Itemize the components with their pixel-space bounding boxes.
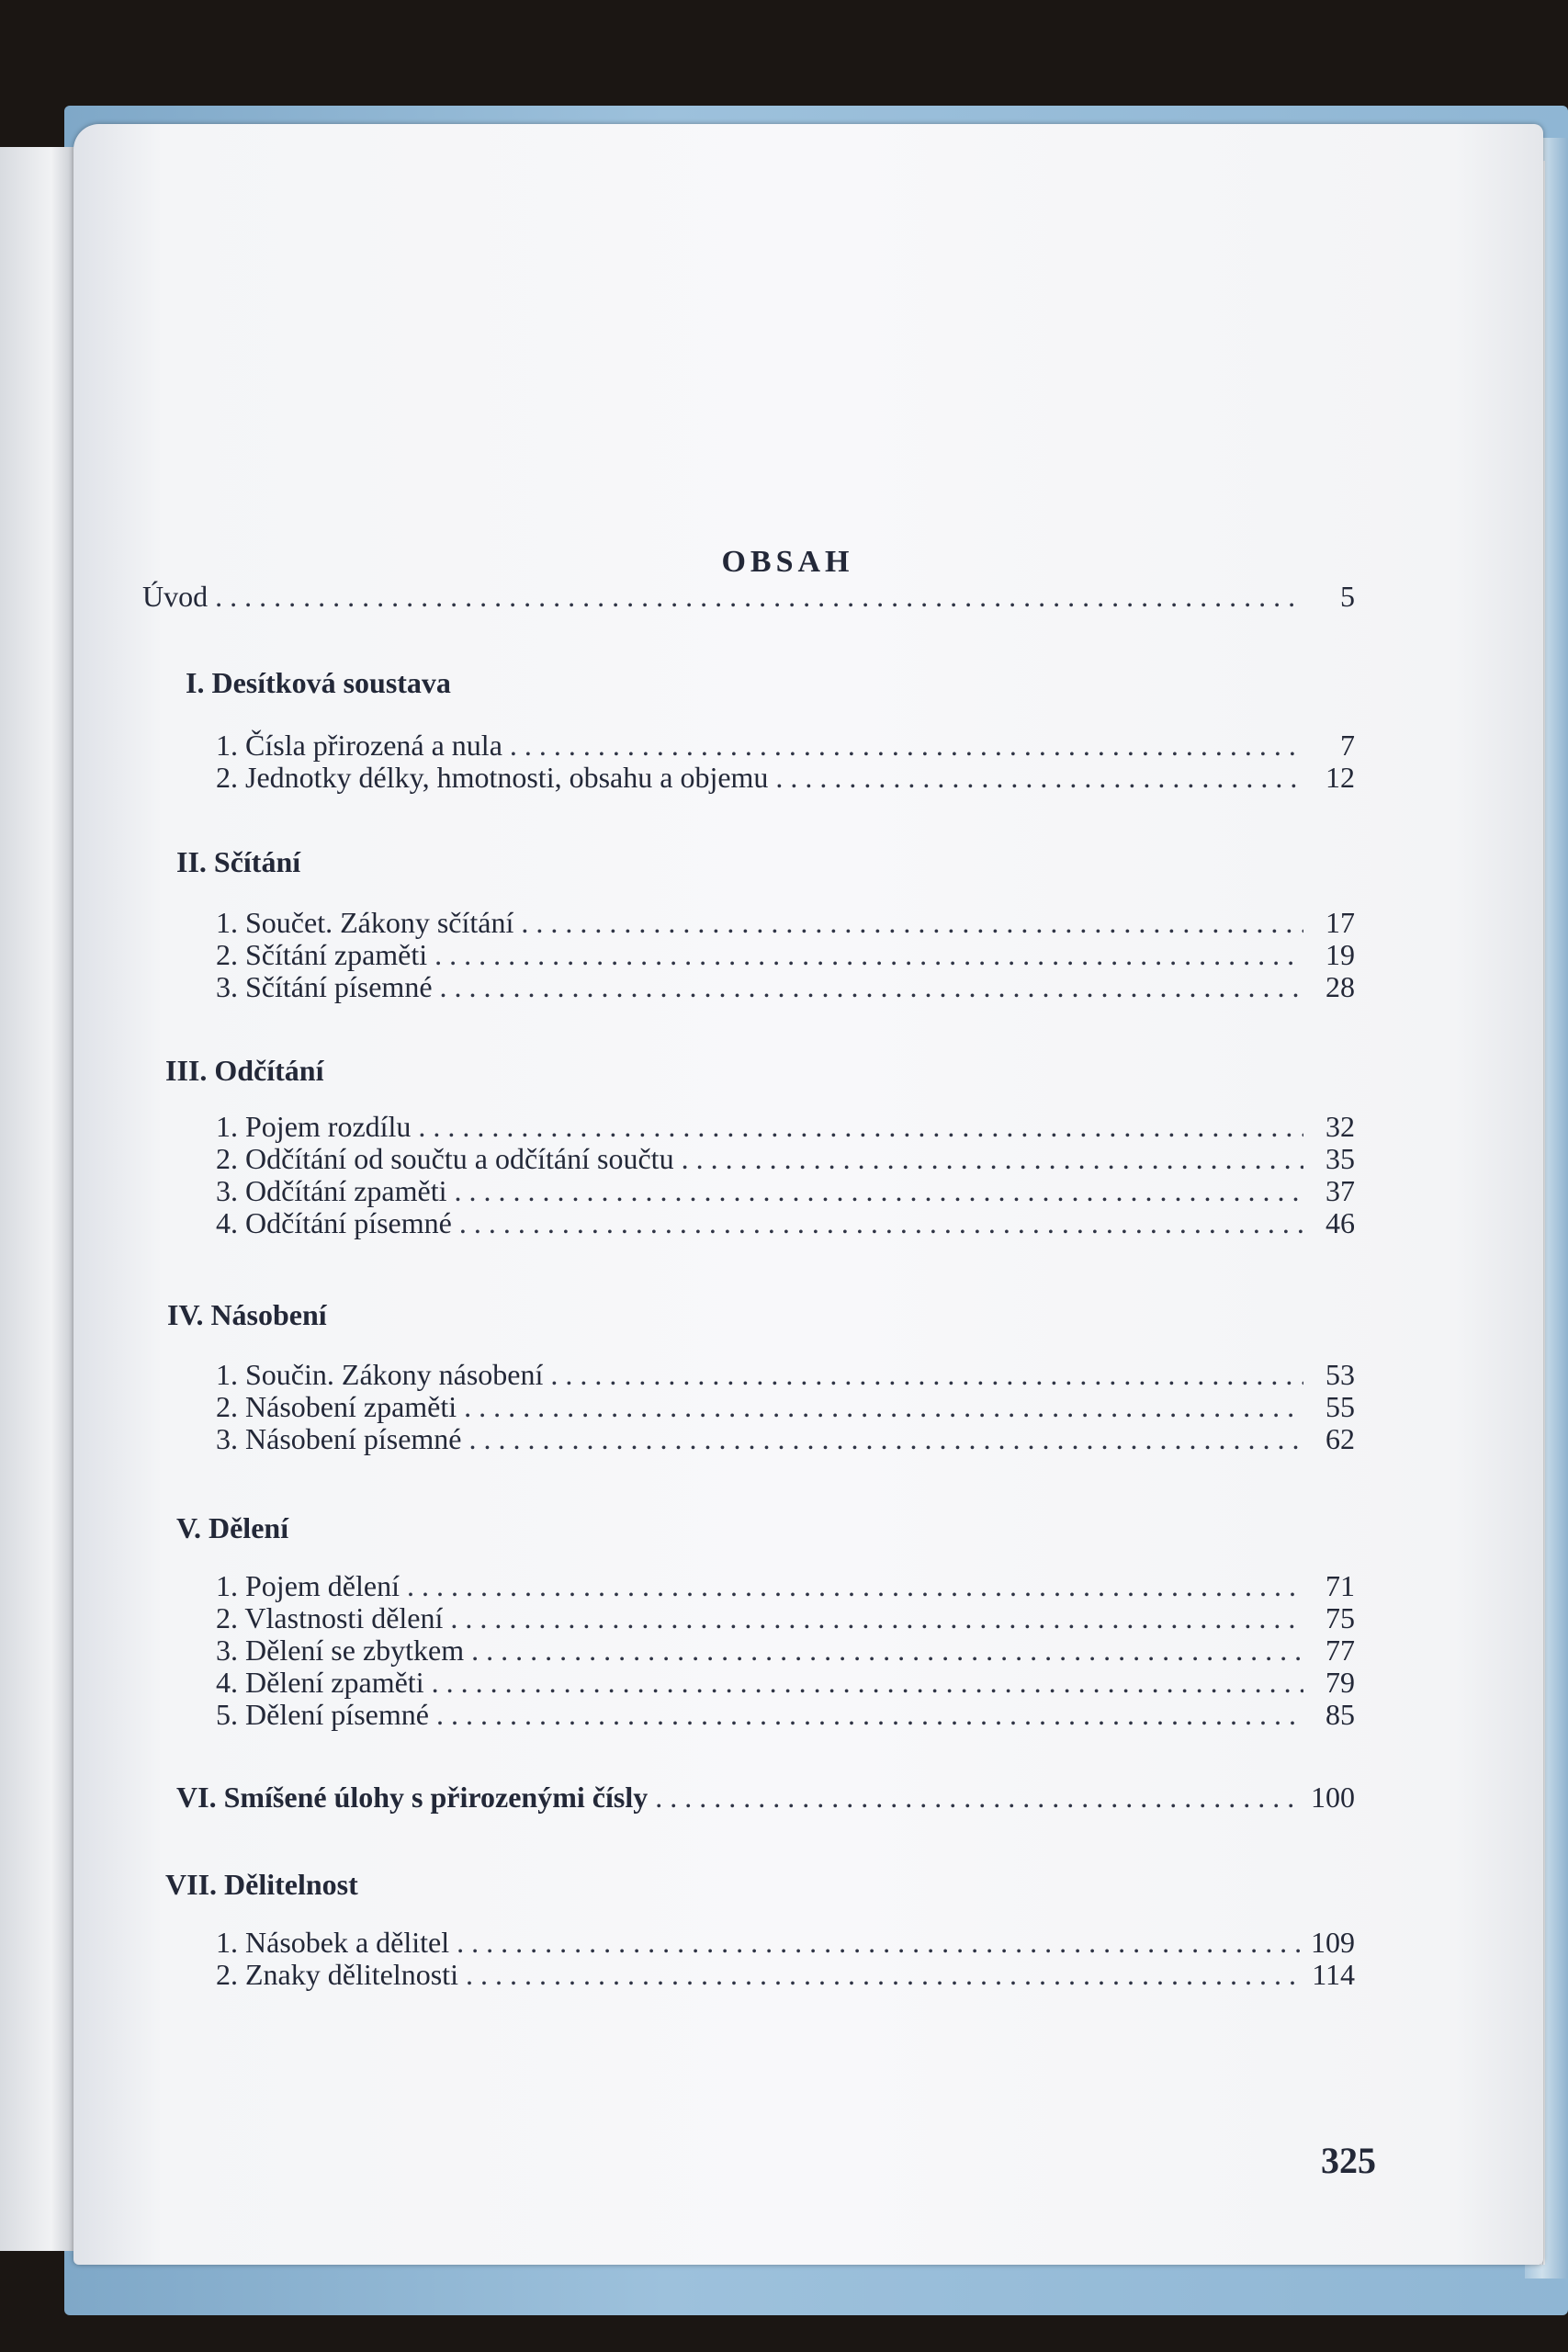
- entry-label: 2. Násobení zpaměti: [216, 1390, 457, 1423]
- entry-label: Úvod: [142, 580, 209, 613]
- entry-label: 4. Odčítání písemné: [216, 1206, 452, 1239]
- entry-page: 114: [1312, 1958, 1355, 1991]
- entry-label: 3. Odčítání zpaměti: [216, 1174, 447, 1207]
- entry-page: 53: [1325, 1358, 1355, 1391]
- toc-entry: [216, 758, 1355, 795]
- entry-label: 4. Dělení zpaměti: [216, 1666, 424, 1699]
- entry-page: 62: [1325, 1422, 1355, 1455]
- entry-page: 100: [1311, 1781, 1355, 1814]
- toc-entry: [216, 726, 1355, 763]
- leader-dots: [655, 1781, 1303, 1815]
- toc-entry: [216, 1599, 1355, 1635]
- toc-entry: [216, 967, 1355, 1004]
- entry-label: 2. Sčítání zpaměti: [216, 938, 428, 971]
- entry-page: 12: [1325, 761, 1355, 794]
- leader-dots: [775, 761, 1303, 795]
- toc-entry: [216, 1204, 1355, 1240]
- table-of-contents-page: [73, 124, 1543, 2265]
- toc-entry: [216, 1695, 1355, 1732]
- toc-entry: [216, 935, 1355, 972]
- leader-dots: [436, 1698, 1303, 1732]
- leader-dots: [466, 1958, 1303, 1992]
- entry-label: 2. Znaky dělitelnosti: [216, 1958, 458, 1991]
- leader-dots: [215, 580, 1303, 614]
- entry-page: 32: [1325, 1110, 1355, 1143]
- entry-page: 55: [1325, 1390, 1355, 1423]
- chapter-heading-5: V. Dělení: [176, 1511, 289, 1544]
- entry-page: 46: [1325, 1206, 1355, 1239]
- toc-entry: [216, 1355, 1355, 1392]
- toc-entry: [216, 1387, 1355, 1424]
- entry-page: 35: [1325, 1142, 1355, 1175]
- toc-entry-chapter-6: [176, 1778, 1355, 1815]
- entry-page: 5: [1340, 580, 1355, 613]
- entry-label: 1. Součin. Zákony násobení: [216, 1358, 544, 1391]
- leader-dots: [459, 1206, 1303, 1240]
- toc-entry: [216, 903, 1355, 940]
- entry-page: 28: [1325, 970, 1355, 1003]
- leader-dots: [469, 1422, 1304, 1456]
- entry-page: 19: [1325, 938, 1355, 971]
- chapter-heading-7: VII. Dělitelnost: [165, 1868, 358, 1901]
- toc-entry: [216, 1171, 1355, 1208]
- chapter-heading-1: I. Desítková soustava: [186, 666, 451, 699]
- entry-page: 77: [1325, 1634, 1355, 1667]
- entry-label: 3. Sčítání písemné: [216, 970, 433, 1003]
- chapter-heading-4: IV. Násobení: [167, 1298, 327, 1331]
- toc-entry: [216, 1955, 1355, 1992]
- entry-page: 71: [1325, 1569, 1355, 1602]
- toc-entry: [216, 1923, 1355, 1960]
- entry-label: 2. Odčítání od součtu a odčítání součtu: [216, 1142, 674, 1175]
- chapter-heading-3: III. Odčítání: [165, 1054, 324, 1087]
- entry-label: 5. Dělení písemné: [216, 1698, 429, 1731]
- entry-label: 1. Pojem dělení: [216, 1569, 400, 1602]
- toc-entry: [216, 1139, 1355, 1176]
- entry-page: 7: [1340, 729, 1355, 762]
- entry-page: 79: [1325, 1666, 1355, 1699]
- page-title: OBSAH: [721, 545, 854, 579]
- chapter-heading-6: VI. Smíšené úlohy s přirozenými čísly: [176, 1781, 649, 1814]
- entry-page: 85: [1325, 1698, 1355, 1731]
- toc-entry: [216, 1663, 1355, 1700]
- toc-entry: [216, 1566, 1355, 1603]
- toc-entry: [216, 1419, 1355, 1456]
- page-number: 325: [1321, 2140, 1376, 2181]
- entry-label: 1. Pojem rozdílu: [216, 1110, 412, 1143]
- entry-page: 75: [1325, 1601, 1355, 1634]
- entry-page: 17: [1325, 906, 1355, 939]
- entry-page: 37: [1325, 1174, 1355, 1207]
- previous-page-edge: [0, 147, 73, 2251]
- leader-dots: [440, 970, 1303, 1004]
- entry-label: 1. Čísla přirozená a nula: [216, 729, 502, 762]
- toc-entry-intro: [142, 577, 1355, 614]
- entry-label: 3. Násobení písemné: [216, 1422, 462, 1455]
- entry-label: 2. Vlastnosti dělení: [216, 1601, 444, 1634]
- entry-label: 1. Součet. Zákony sčítání: [216, 906, 514, 939]
- chapter-heading-2: II. Sčítání: [176, 845, 301, 878]
- toc-entry: [216, 1107, 1355, 1144]
- entry-label: 2. Jednotky délky, hmotnosti, obsahu a objemu: [216, 761, 769, 794]
- entry-label: 3. Dělení se zbytkem: [216, 1634, 465, 1667]
- entry-page: 109: [1311, 1926, 1355, 1959]
- entry-label: 1. Násobek a dělitel: [216, 1926, 450, 1959]
- toc-entry: [216, 1631, 1355, 1668]
